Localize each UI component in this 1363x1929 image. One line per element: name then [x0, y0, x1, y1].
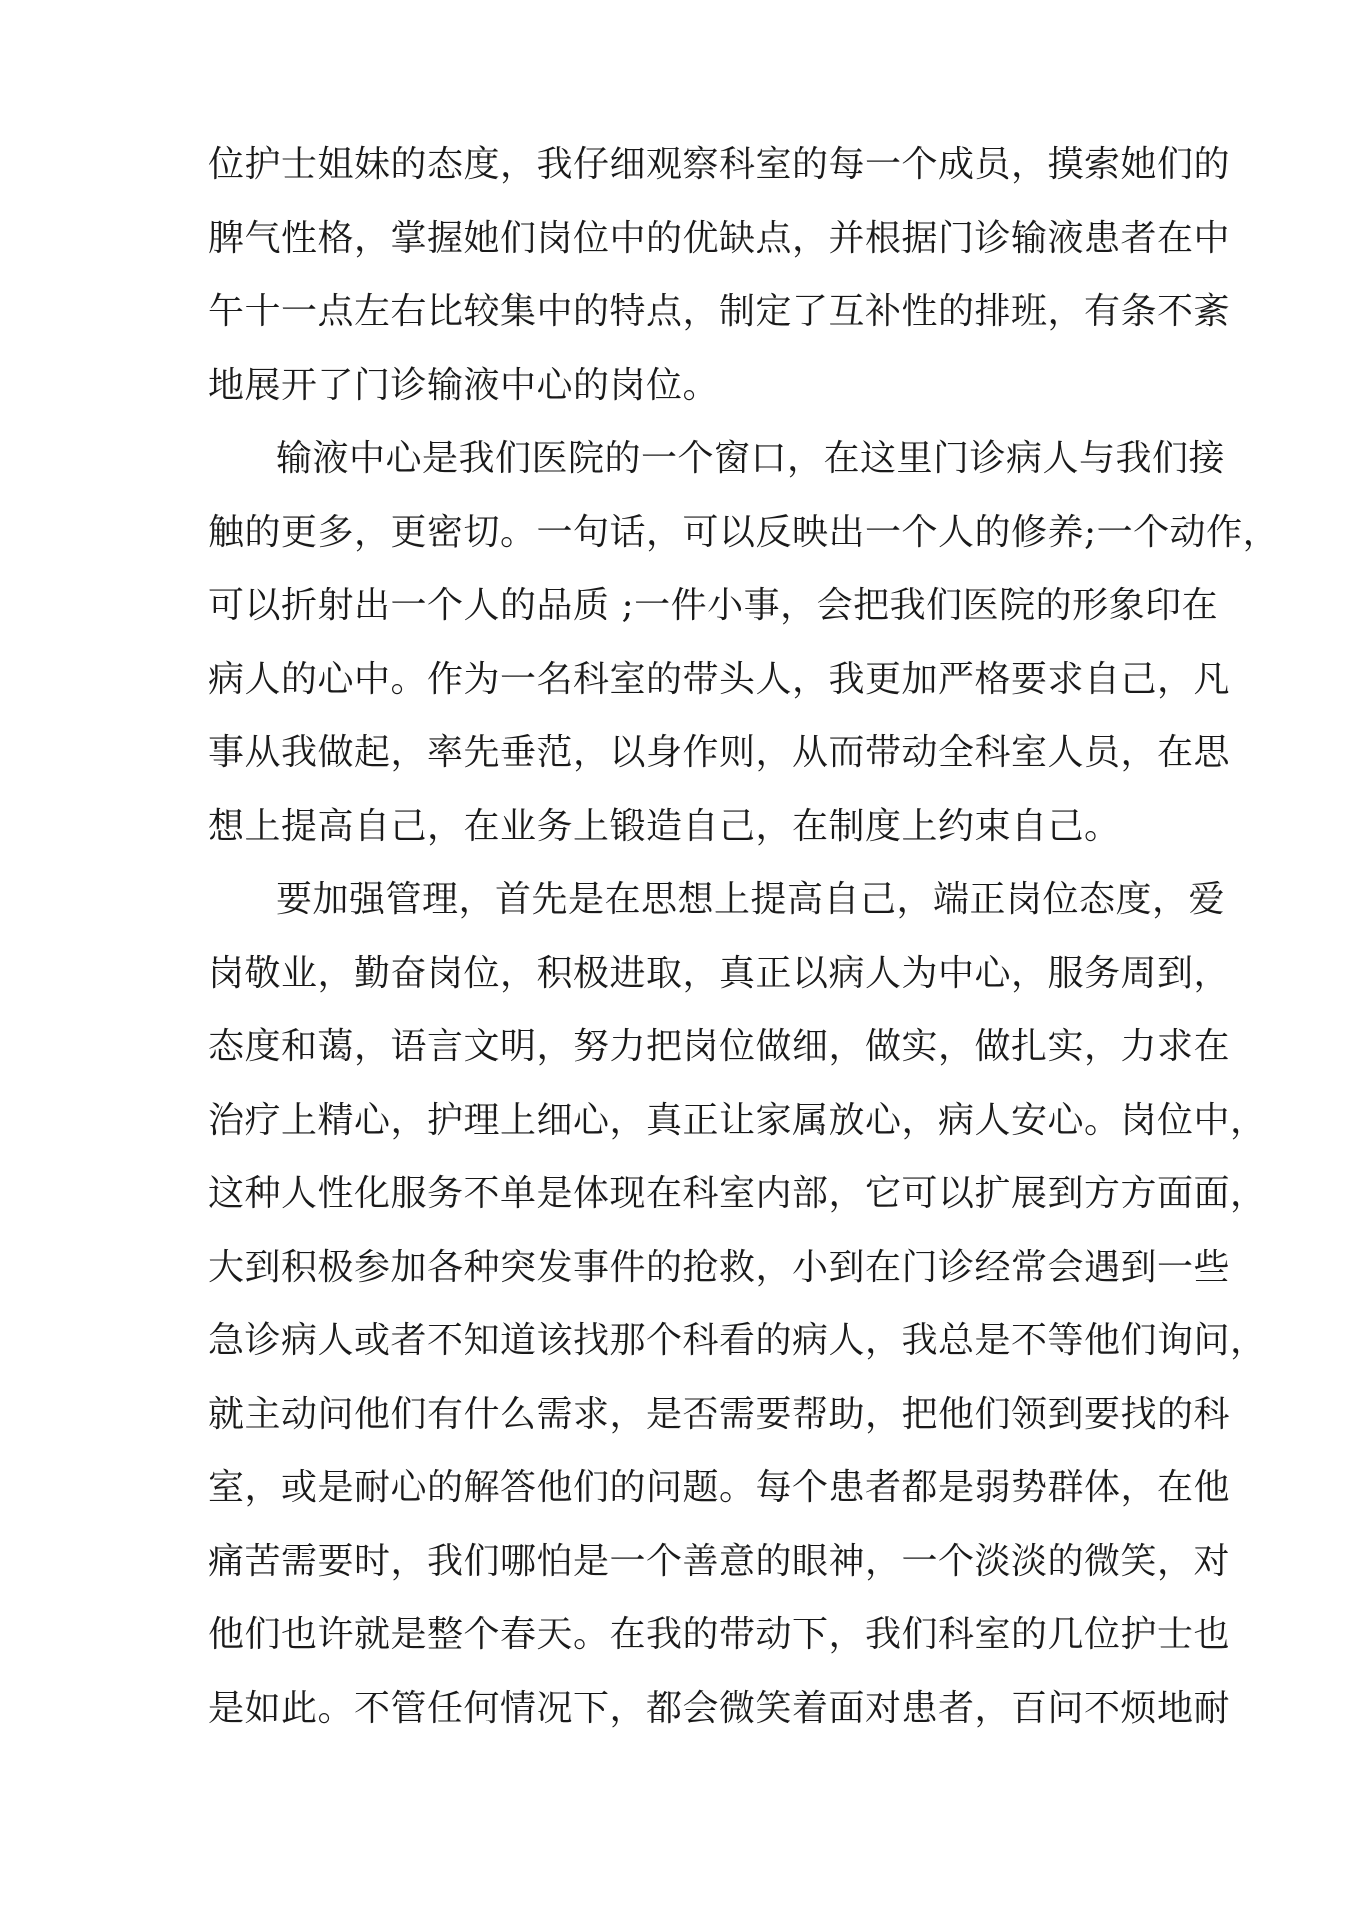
- text-line: 病人的心中。作为一名科室的带头人，我更加严格要求自己，凡: [208, 658, 1231, 700]
- text-line: 痛苦需要时，我们哪怕是一个善意的眼神，一个淡淡的微笑，对: [208, 1540, 1231, 1582]
- text-line: 室，或是耐心的解答他们的问题。每个患者都是弱势群体，在他: [208, 1467, 1231, 1508]
- text-line: 这种人性化服务不单是体现在科室内部，它可以扩展到方方面面，: [208, 1173, 1267, 1214]
- text-line: 就主动问他们有什么需求，是否需要帮助，把他们领到要找的科: [208, 1393, 1231, 1435]
- text-line: 事从我做起，率先垂范，以身作则，从而带动全科室人员，在思: [208, 732, 1231, 773]
- paragraph-2: [208, 422, 1280, 863]
- paragraph-1: [208, 128, 1231, 422]
- document-body: [208, 128, 1280, 1745]
- text-line: 是如此。不管任何情况下，都会微笑着面对患者，百问不烦地耐: [208, 1687, 1231, 1729]
- paragraph-3: [208, 863, 1267, 1745]
- text-line: 地展开了门诊输液中心的岗位。: [208, 364, 720, 406]
- text-line: 急诊病人或者不知道该找那个科看的病人，我总是不等他们询问，: [208, 1320, 1267, 1361]
- text-line: 态度和蔼，语言文明，努力把岗位做细，做实，做扎实，力求在: [208, 1026, 1231, 1067]
- text-line: 大到积极参加各种突发事件的抢救，小到在门诊经常会遇到一些: [208, 1246, 1231, 1288]
- text-line: 位护士姐妹的态度，我仔细观察科室的每一个成员，摸索她们的: [208, 144, 1231, 185]
- text-line: 脾气性格，掌握她们岗位中的优缺点，并根据门诊输液患者在中: [208, 217, 1231, 259]
- text-line: 要加强管理，首先是在思想上提高自己，端正岗位态度，爱: [276, 879, 1226, 920]
- text-line: 治疗上精心，护理上细心，真正让家属放心，病人安心。岗位中，: [208, 1099, 1267, 1141]
- text-line: 触的更多，更密切。一句话，可以反映出一个人的修养;一个动作，: [208, 511, 1280, 553]
- text-line: 可以折射出一个人的品质 ;一件小事，会把我们医院的形象印在: [208, 585, 1219, 626]
- text-line: 想上提高自己，在业务上锻造自己，在制度上约束自己。: [208, 805, 1121, 847]
- text-line: 输液中心是我们医院的一个窗口，在这里门诊病人与我们接: [276, 438, 1226, 479]
- text-line: 他们也许就是整个春天。在我的带动下，我们科室的几位护士也: [208, 1614, 1231, 1655]
- text-line: 岗敬业，勤奋岗位，积极进取，真正以病人为中心，服务周到，: [208, 952, 1231, 994]
- text-line: 午十一点左右比较集中的特点，制定了互补性的排班，有条不紊: [208, 291, 1231, 332]
